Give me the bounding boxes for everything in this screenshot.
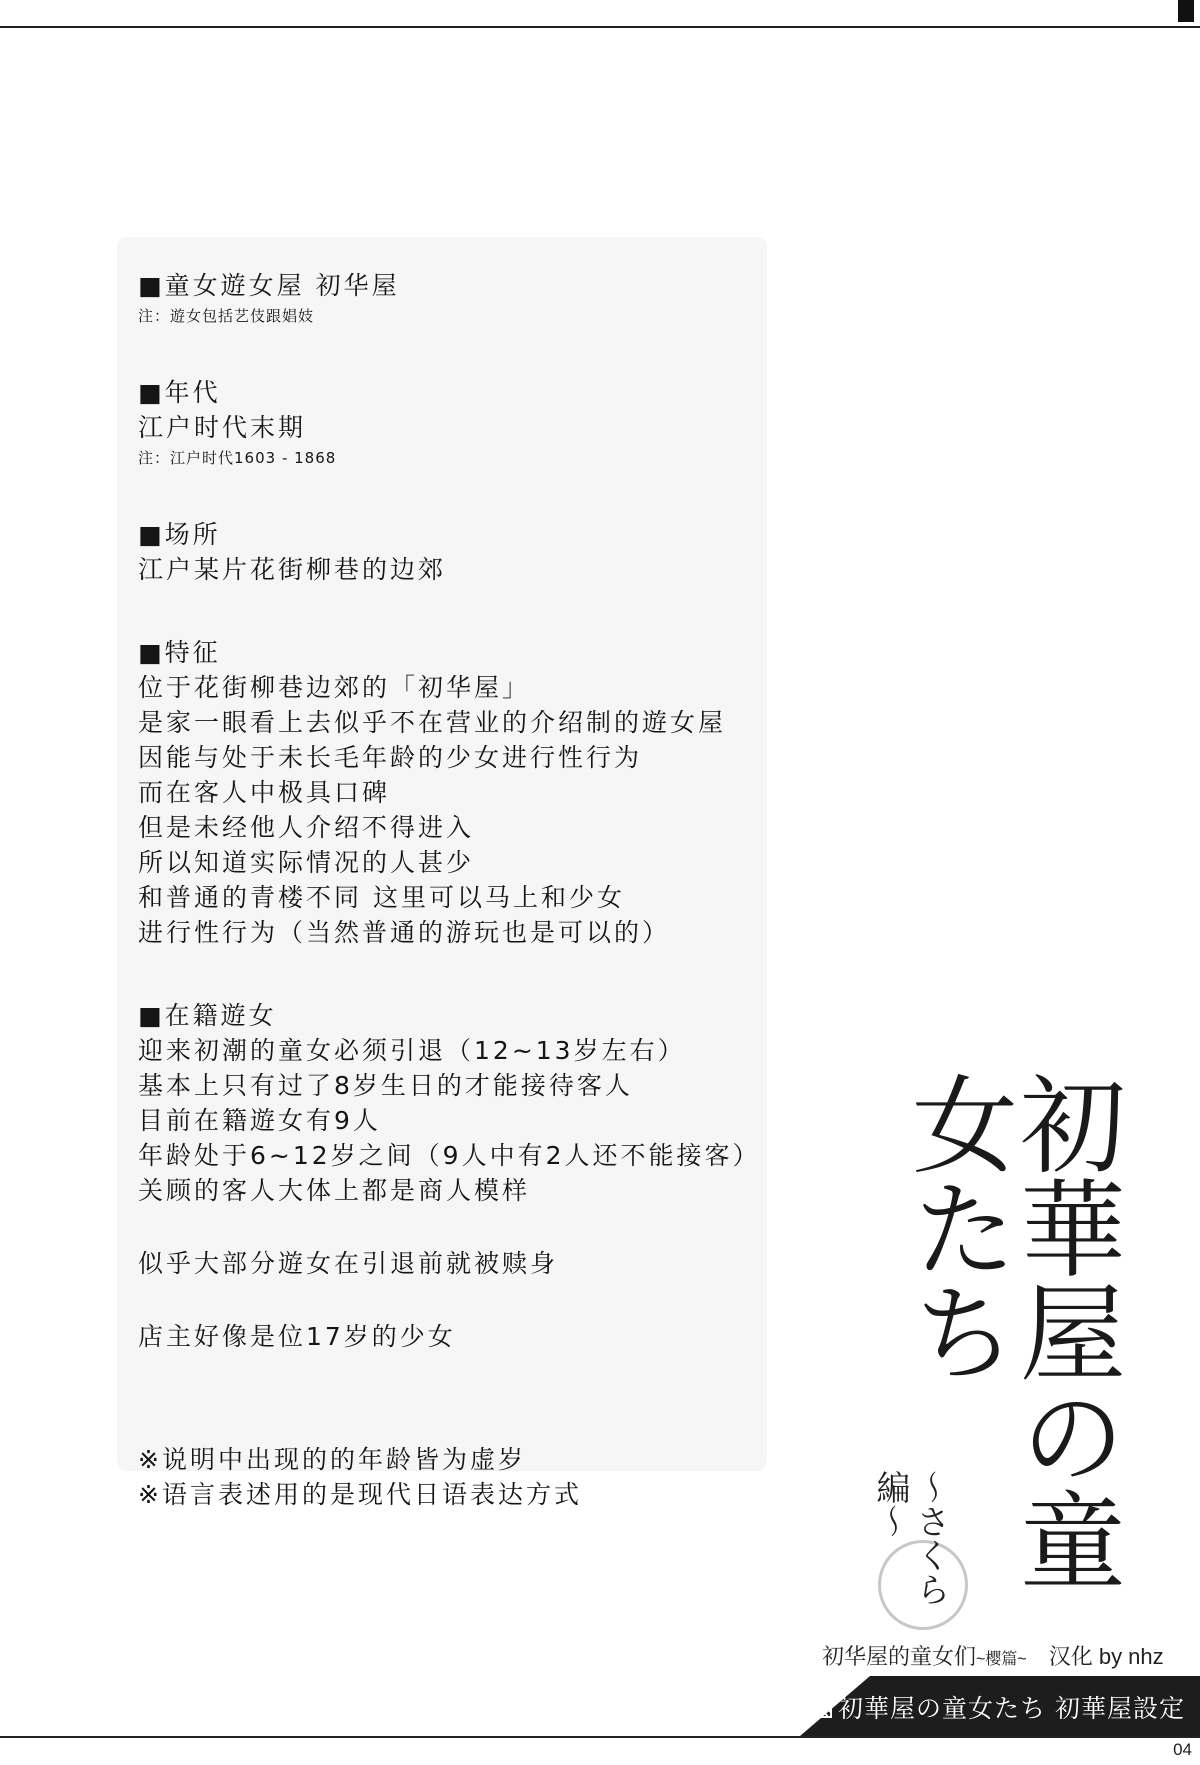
section-line: 关顾的客人大体上都是商人模样 bbox=[138, 1176, 531, 1205]
section-location bbox=[138, 517, 758, 587]
translation-credits bbox=[822, 1640, 1192, 1676]
chinese-title bbox=[822, 1640, 1027, 1671]
section-line: 但是未经他人介绍不得进入 bbox=[138, 813, 475, 842]
section-line: 是家一眼看上去似乎不在营业的介绍制的遊女屋 bbox=[138, 708, 727, 737]
section-line: 年龄处于6~12岁之间（9人中有2人还不能接客） bbox=[138, 1141, 761, 1170]
section-heading: ■特征 bbox=[138, 638, 221, 667]
section-heading: ■场所 bbox=[138, 520, 221, 549]
section-heading: ■年代 bbox=[138, 378, 221, 407]
top-border-line bbox=[0, 26, 1200, 28]
section-line: 进行性行为（当然普通的游玩也是可以的） bbox=[138, 918, 671, 947]
section-line: 目前在籍遊女有9人 bbox=[138, 1106, 381, 1135]
settings-content bbox=[138, 268, 761, 1512]
remark-line: ※语言表述用的是现代日语表达方式 bbox=[138, 1480, 582, 1509]
striped-square-icon bbox=[810, 1696, 832, 1718]
section-establishment bbox=[138, 268, 758, 327]
vertical-subtitle: 〜さくら編〜 bbox=[870, 1470, 950, 1606]
section-line: 迎来初潮的童女必须引退（12~13岁左右） bbox=[138, 1036, 686, 1065]
footer-title-text: 初華屋の童女たち 初華屋設定 bbox=[838, 1694, 1185, 1723]
section-line: 而在客人中极具口碑 bbox=[138, 778, 391, 807]
bottom-border-line bbox=[0, 1736, 1200, 1738]
section-note: 注：遊女包括艺伎跟娼妓 bbox=[138, 307, 315, 325]
page-number: 04 bbox=[1173, 1740, 1192, 1759]
vertical-title: 初華屋の童女たち bbox=[895, 1070, 1126, 1590]
extra-line: 店主好像是位17岁的少女 bbox=[138, 1322, 456, 1351]
section-note: 注：江户时代1603 - 1868 bbox=[138, 449, 337, 467]
chinese-title-text: 初华屋的童女们 bbox=[822, 1644, 977, 1669]
section-heading: ■童女遊女屋 初华屋 bbox=[138, 271, 400, 300]
section-line: 江户某片花街柳巷的边郊 bbox=[138, 555, 447, 584]
corner-mark bbox=[1178, 0, 1194, 22]
section-heading: ■在籍遊女 bbox=[138, 1001, 277, 1030]
section-line: 位于花街柳巷边郊的「初华屋」 bbox=[138, 673, 531, 702]
section-line: 所以知道实际情况的人甚少 bbox=[138, 848, 475, 877]
footer-title bbox=[810, 1688, 1190, 1726]
section-line: 基本上只有过了8岁生日的才能接待客人 bbox=[138, 1071, 633, 1100]
section-line: 江户时代末期 bbox=[138, 413, 307, 442]
chinese-subtitle-text: ~樱篇~ bbox=[976, 1651, 1027, 1668]
remark-line: ※说明中出现的的年龄皆为虚岁 bbox=[138, 1445, 526, 1474]
translator-credit: 汉化 by nhz bbox=[1048, 1644, 1164, 1669]
extra-line: 似乎大部分遊女在引退前就被赎身 bbox=[138, 1249, 559, 1278]
section-era bbox=[138, 375, 758, 469]
section-residents bbox=[138, 998, 761, 1208]
section-features bbox=[138, 635, 758, 950]
section-line: 因能与处于未长毛年龄的少女进行性行为 bbox=[138, 743, 643, 772]
section-line: 和普通的青楼不同 这里可以马上和少女 bbox=[138, 883, 625, 912]
